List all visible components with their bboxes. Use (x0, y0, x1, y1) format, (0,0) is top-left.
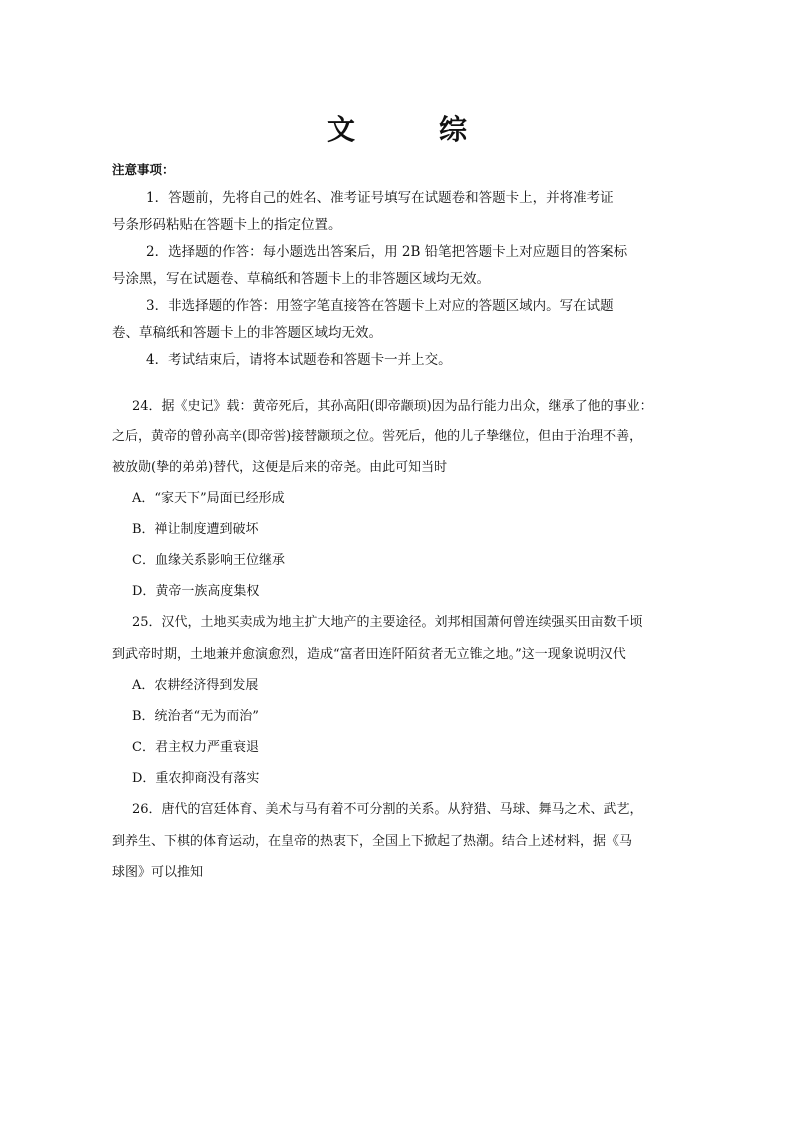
question-24-option-d: D．黄帝一族高度集权 (132, 584, 260, 599)
notice-heading: 注意事项： (112, 162, 175, 177)
question-24-stem-line-1: 24．据《史记》载：黄帝死后，其孙高阳(即帝颛顼)因为品行能力出众，继承了他的事业： (132, 399, 653, 414)
page-title: 文 综 (326, 113, 495, 146)
question-24-option-c: C．血缘关系影响王位继承 (132, 553, 285, 568)
question-26-stem-line-1: 26．唐代的宫廷体育、美术与马有着不可分割的关系。从狩猎、马球、舞马之术、武艺， (132, 802, 643, 817)
notice-item-1-line-2: 号条形码粘贴在答题卡上的指定位置。 (112, 217, 342, 233)
notice-item-3-line-2: 卷、草稿纸和答题卡上的非答题区域均无效。 (112, 325, 382, 341)
question-24-stem-line-3: 被放勋(挚的弟弟)替代，这便是后来的帝尧。由此可知当时 (112, 460, 448, 475)
question-24-option-a: A．“家天下”局面已经形成 (132, 491, 285, 506)
question-26-stem-line-3: 球图》可以推知 (112, 865, 204, 880)
question-26-stem-line-2: 到养生、下棋的体育运动，在皇帝的热衷下，全国上下掀起了热潮。结合上述材料，据《马 (112, 834, 633, 849)
notice-item-2-line-2: 号涂黑，写在试题卷、草稿纸和答题卡上的非答题区域均无效。 (112, 271, 490, 287)
question-25-option-a: A．农耕经济得到发展 (132, 678, 259, 693)
question-25-option-d: D．重农抑商没有落实 (132, 771, 260, 786)
notice-item-2-line-1: 2．选择题的作答：每小题选出答案后，用 2B 铅笔把答题卡上对应题目的答案标 (146, 244, 628, 260)
question-24-stem-line-2: 之后，黄帝的曾孙高辛(即帝喾)接替颛顼之位。喾死后，他的儿子挚继位，但由于治理不善， (112, 429, 643, 444)
question-25-stem-line-2: 到武帝时期，土地兼并愈演愈烈，造成“富者田连阡陌贫者无立锥之地。”这一现象说明汉代 (112, 647, 626, 662)
question-25-stem-line-1: 25．汉代，土地买卖成为地主扩大地产的主要途径。刘邦相国萧何曾连续强买田亩数千顷 (132, 615, 643, 630)
notice-item-1-line-1: 1．答题前，先将自己的姓名、准考证号填写在试题卷和答题卡上，并将准考证 (146, 190, 614, 206)
question-25-option-b: B．统治者“无为而治” (132, 709, 259, 724)
question-24-option-b: B．禅让制度遭到破坏 (132, 522, 259, 537)
notice-item-3-line-1: 3．非选择题的作答：用签字笔直接答在答题卡上对应的答题区域内。写在试题 (146, 298, 614, 314)
question-25-option-c: C．君主权力严重衰退 (132, 740, 259, 755)
notice-item-4-line-1: 4．考试结束后，请将本试题卷和答题卡一并上交。 (146, 352, 452, 368)
